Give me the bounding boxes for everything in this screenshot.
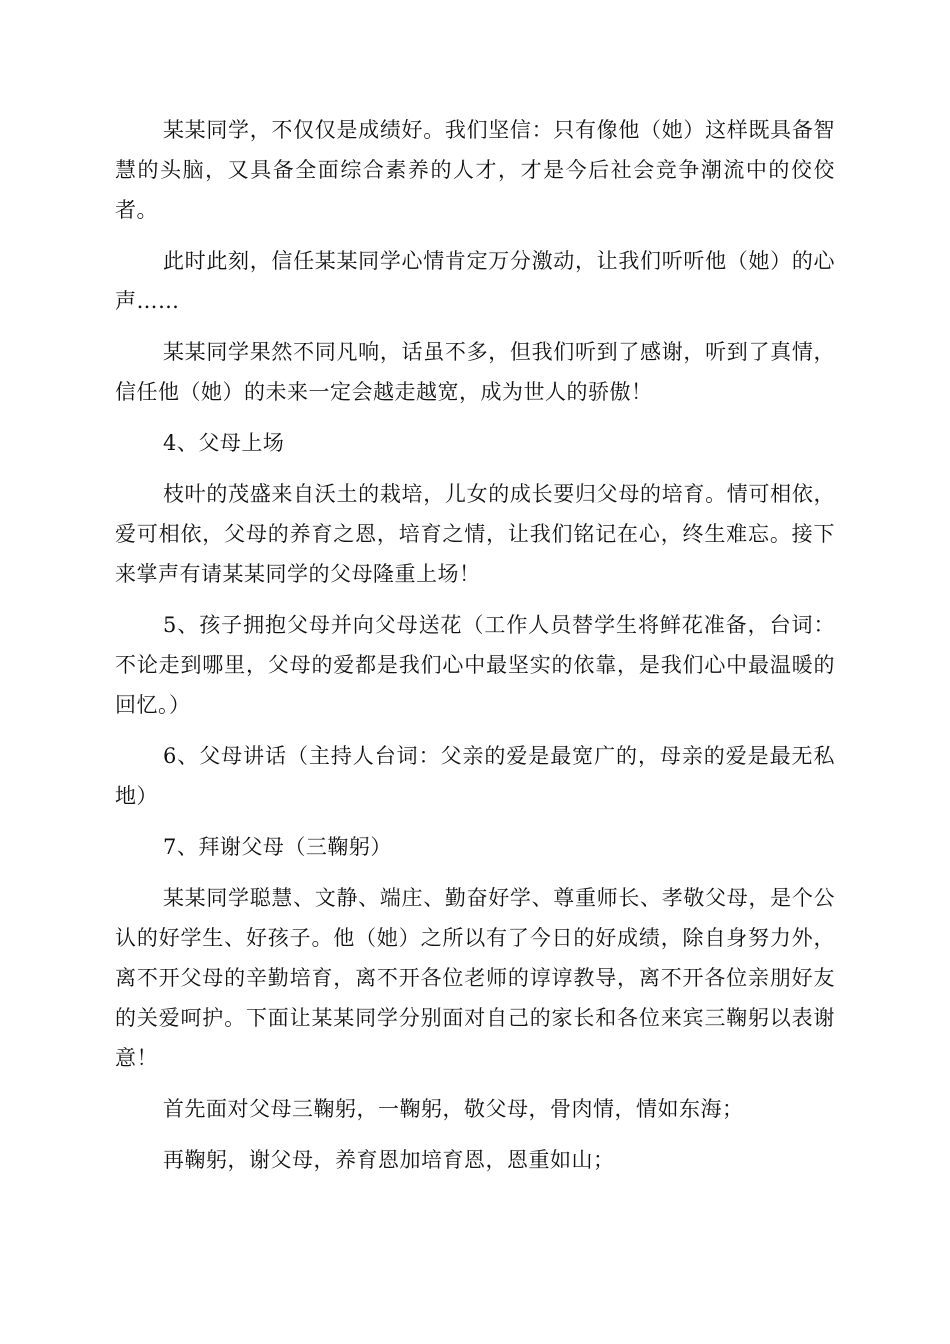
paragraph-10: 首先面对父母三鞠躬，一鞠躬，敬父母，骨肉情，情如东海； [163, 1097, 744, 1121]
section-heading-parents-entrance: 4、父母上场 [163, 431, 285, 455]
section-heading-bow-to-parents: 7、拜谢父母（三鞠躬） [163, 835, 392, 859]
section-heading-hug-parents: 5、孩子拥抱父母并向父母送花（工作人员替学生将鲜花准备，台词：不论走到哪里，父母的爱都是我们心中最坚实的依靠，是我们心中最温暖的回忆。） [115, 613, 835, 717]
document-body [115, 110, 835, 1191]
section-heading-parents-speech: 6、父母讲话（主持人台词：父亲的爱是最宽广的，母亲的爱是最无私地） [115, 744, 835, 808]
paragraph-1: 某某同学，不仅仅是成绩好。我们坚信：只有像他（她）这样既具备智慧的头脑，又具备全面综合素养的人才，才是今后社会竞争潮流中的佼佼者。 [115, 118, 835, 222]
paragraph-3: 某某同学果然不同凡响，话虽不多，但我们听到了感谢，听到了真情，信任他（她）的未来一定会越走越宽，成为世人的骄傲！ [115, 340, 835, 404]
paragraph-11: 再鞠躬，谢父母，养育恩加培育恩，恩重如山； [163, 1148, 615, 1172]
paragraph-5: 枝叶的茂盛来自沃土的栽培，儿女的成长要归父母的培育。情可相依，爱可相依，父母的养育之恩，培育之情，让我们铭记在心，终生难忘。接下来掌声有请某某同学的父母隆重上场！ [115, 482, 835, 586]
paragraph-2: 此时此刻，信任某某同学心情肯定万分激动，让我们听听他（她）的心声…… [115, 249, 835, 313]
paragraph-9: 某某同学聪慧、文静、端庄、勤奋好学、尊重师长、孝敬父母，是个公认的好学生、好孩子。他（她）之所以有了今日的好成绩，除自身努力外，离不开父母的辛勤培育，离不开各位老师的谆谆教导，离不开各位亲朋好友的关爱呵护。下面让某某同学分别面对自己的家长和各位来宾三鞠躬以表谢意！ [115, 886, 835, 1070]
